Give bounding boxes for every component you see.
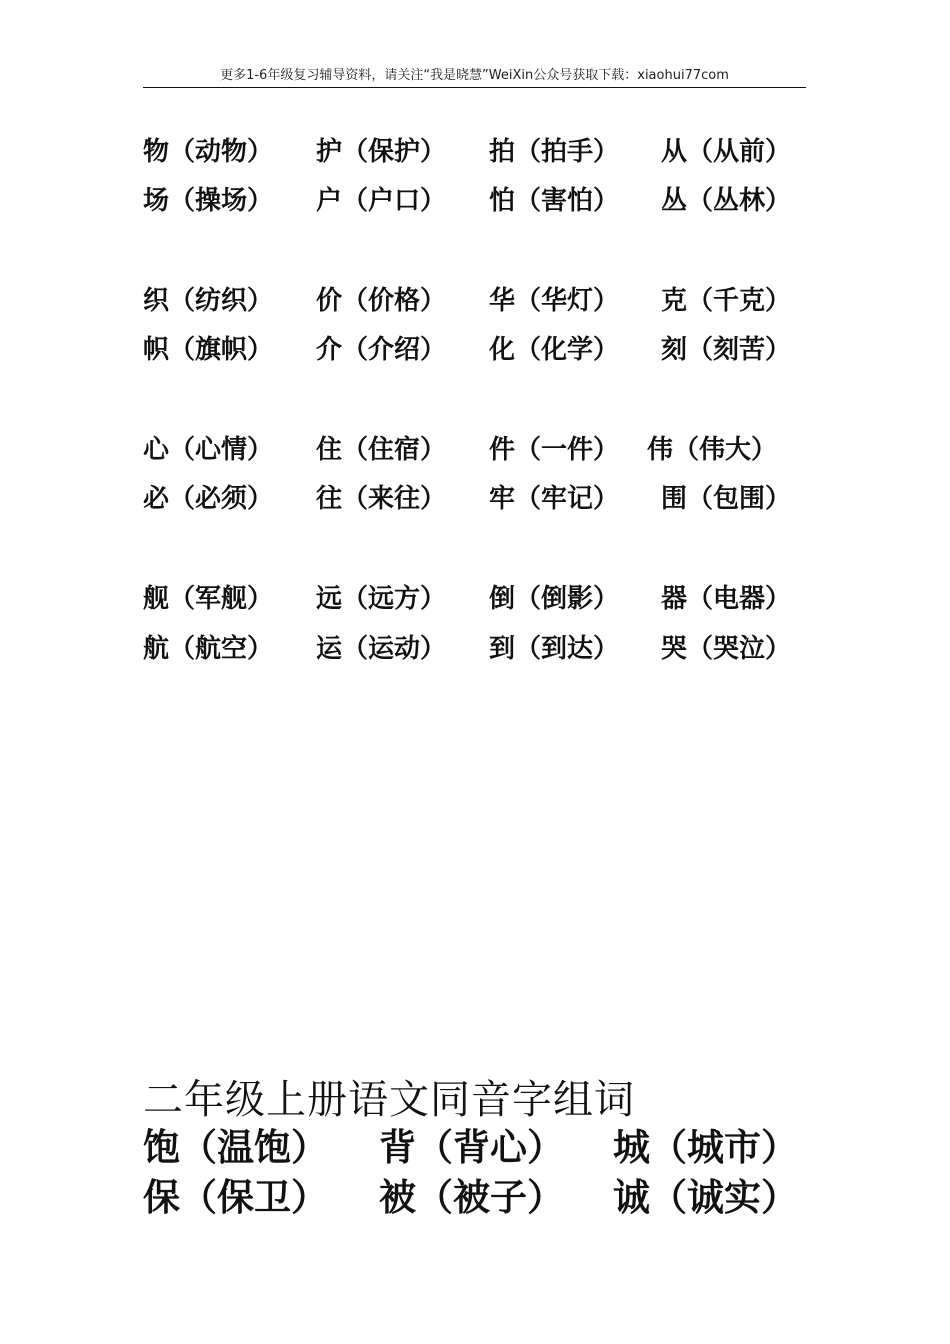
word-pair: 运（运动） xyxy=(316,634,447,664)
word-pair: 织（纺织） xyxy=(143,286,274,316)
word-pair: 背（背心） xyxy=(379,1126,564,1169)
word-pair: 刻（刻苦） xyxy=(661,335,792,365)
word-pair: 住（住宿） xyxy=(316,435,447,465)
word-pair: 帜（旗帜） xyxy=(143,335,274,365)
word-pair: 牢（牢记） xyxy=(489,484,620,514)
word-pair: 诚（诚实） xyxy=(613,1176,798,1219)
word-pair: 华（华灯） xyxy=(489,286,620,316)
word-pair: 从（从前） xyxy=(661,137,792,167)
word-pair: 往（来往） xyxy=(316,484,447,514)
word-pair: 航（航空） xyxy=(143,634,274,664)
word-pair: 远（远方） xyxy=(316,584,447,614)
word-pair: 倒（倒影） xyxy=(489,584,620,614)
word-pair: 器（电器） xyxy=(661,584,792,614)
word-pair: 心（心情） xyxy=(143,435,274,465)
section-title: 二年级上册语文同音字组词 xyxy=(143,1077,635,1123)
word-pair: 围（包围） xyxy=(661,484,792,514)
word-pair: 物（动物） xyxy=(143,137,274,167)
word-pair: 户（户口） xyxy=(316,186,447,216)
word-pair: 到（到达） xyxy=(489,634,620,664)
word-pair: 场（操场） xyxy=(143,186,274,216)
word-pair: 价（价格） xyxy=(316,286,447,316)
word-pair: 被（被子） xyxy=(379,1176,564,1219)
word-pair: 哭（哭泣） xyxy=(661,634,792,664)
page-header-note: 更多1-6年级复习辅导资料，请关注“我是晓慧”WeiXin公众号获取下载：xiaohui77com xyxy=(220,68,729,83)
word-pair: 介（介绍） xyxy=(316,335,447,365)
word-pair: 舰（军舰） xyxy=(143,584,274,614)
word-pair: 化（化学） xyxy=(489,335,620,365)
word-pair: 必（必须） xyxy=(143,484,274,514)
word-pair: 丛（丛林） xyxy=(661,186,792,216)
word-pair: 拍（拍手） xyxy=(489,137,620,167)
word-pair: 饱（温饱） xyxy=(143,1126,328,1169)
word-pair: 护（保护） xyxy=(316,137,447,167)
word-pair: 伟（伟大） xyxy=(647,435,778,465)
word-pair: 怕（害怕） xyxy=(489,186,620,216)
word-pair: 保（保卫） xyxy=(143,1176,328,1219)
word-pair: 城（城市） xyxy=(613,1126,798,1169)
word-pair: 件（一件） xyxy=(489,435,620,465)
header-divider xyxy=(143,87,806,88)
word-pair: 克（千克） xyxy=(661,286,792,316)
